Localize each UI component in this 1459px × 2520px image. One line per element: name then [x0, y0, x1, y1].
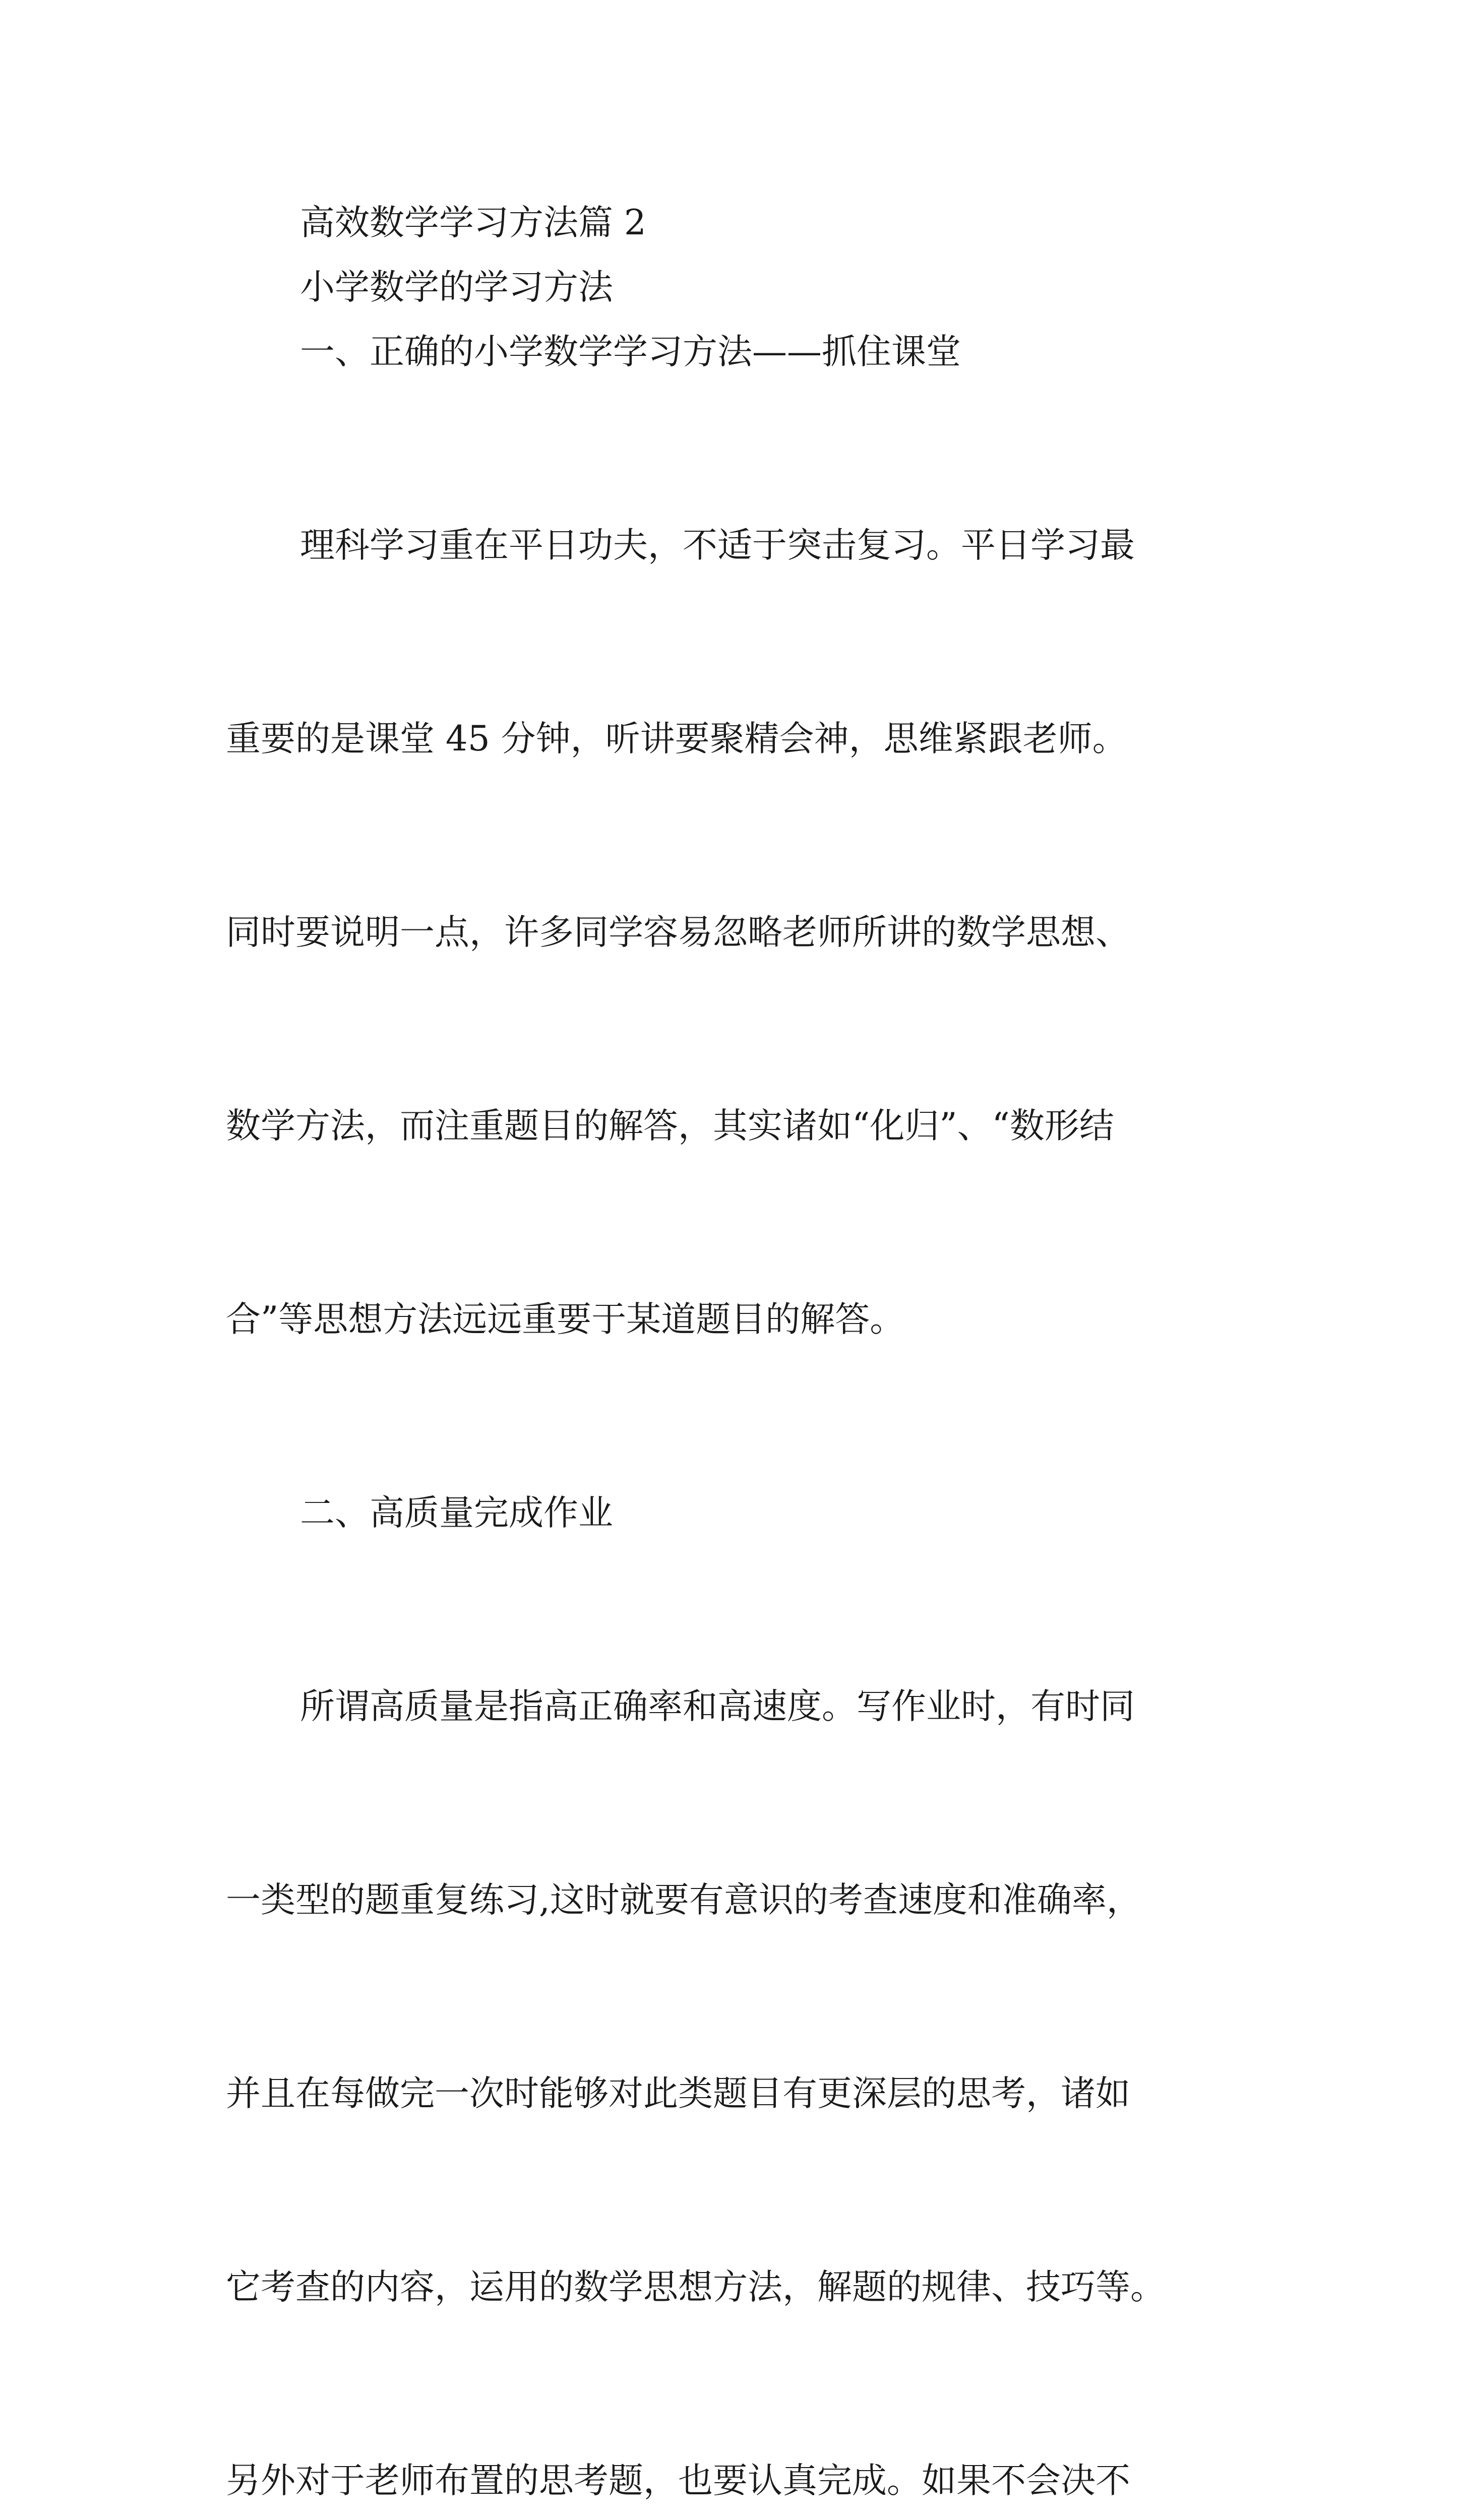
paragraph-line: 重要的是课堂 45 分钟，听讲要聚精会神，思维紧跟老师。	[226, 719, 1127, 759]
document-body	[226, 191, 1249, 2520]
paragraph-line: 它考查的内容，运用的数学思想方法，解题的规律、技巧等。	[226, 2267, 1165, 2307]
section-title: 一、正确的小学数学学习方法——抓住课堂	[300, 332, 961, 372]
section-title: 二、高质量完成作业	[300, 1493, 613, 1533]
paragraph-line: 所谓高质量是指高正确率和高速度。写作业时，有时同	[300, 1686, 1135, 1727]
paragraph-line: 一类型的题重复练习,这时就要有意识的考查速度和准确率，	[226, 1880, 1141, 1920]
section-paragraph	[226, 384, 1249, 1481]
paragraph-line: 并且在每做完一次时能够对此类题目有更深层的思考，诸如	[226, 2073, 1130, 2114]
document-heading: 高效数学学习方法篇 2	[300, 203, 646, 243]
paragraph-line: 另外对于老师布置的思考题，也要认真完成。如果不会决不	[226, 2461, 1130, 2501]
paragraph-line: 同时要说明一点，许多同学容易忽略老师所讲的数学思想、	[226, 912, 1130, 953]
document-subheading: 小学数学的学习方法	[300, 267, 613, 307]
paragraph-line: 理科学习重在平日功夫，不适于突击复习。平日学习最	[300, 525, 1135, 565]
paragraph-line: 数学方法，而注重题目的解答，其实诸如“化归”、“数形结	[226, 1106, 1114, 1146]
paragraph-line: 合”等思想方法远远重要于某道题目的解答。	[226, 1299, 905, 1340]
section-paragraph	[226, 1545, 1249, 2520]
